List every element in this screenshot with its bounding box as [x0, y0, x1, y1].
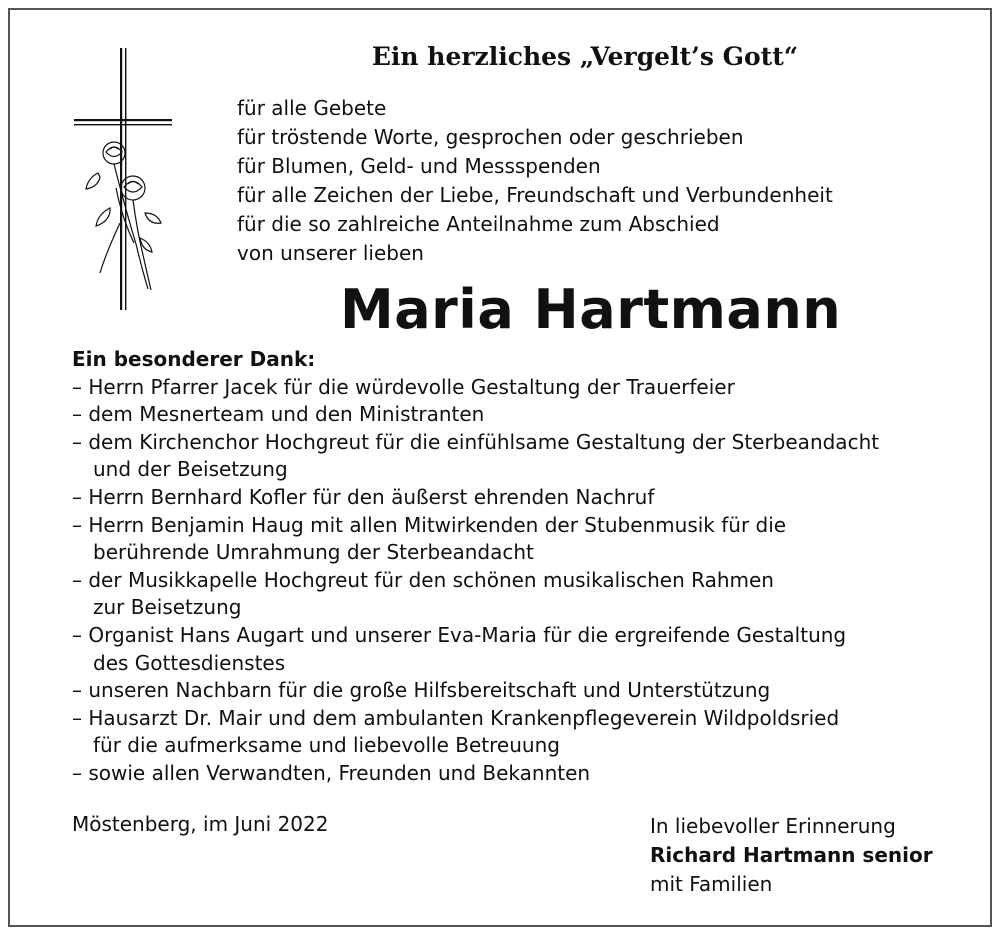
- intro-line: von unserer lieben: [237, 241, 424, 265]
- signoff-name: Richard Hartmann senior: [650, 843, 933, 867]
- list-item-continuation: berührende Umrahmung der Sterbeandacht: [93, 540, 534, 565]
- list-item: [72, 705, 972, 760]
- cross-with-roses-icon: [70, 48, 180, 313]
- signoff-line: mit Familien: [650, 872, 773, 896]
- intro-line: für tröstende Worte, gesprochen oder geschrieben: [237, 125, 744, 149]
- thanks-section: [72, 346, 972, 788]
- list-item-line: – Organist Hans Augart und unserer Eva-Maria für die ergreifende Gestaltung: [72, 622, 847, 647]
- signoff-line: In liebevoller Erinnerung: [650, 814, 896, 838]
- list-item-line: – Herrn Bernhard Kofler für den äußerst ehrenden Nachruf: [72, 484, 655, 509]
- list-item-line: – sowie allen Verwandten, Freunden und Bekannten: [72, 760, 591, 785]
- list-item-continuation: des Gottesdienstes: [93, 650, 286, 675]
- signoff: [650, 812, 933, 899]
- list-item: [72, 429, 972, 484]
- list-item-line: – dem Mesnerteam und den Ministranten: [72, 402, 485, 427]
- list-item-continuation: für die aufmerksame und liebevolle Betreuung: [93, 733, 560, 758]
- list-item-line: – unseren Nachbarn für die große Hilfsbereitschaft und Unterstützung: [72, 678, 771, 703]
- list-item-line: – dem Kirchenchor Hochgreut für die einfühlsame Gestaltung der Sterbeandacht: [72, 429, 880, 454]
- intro-line: für die so zahlreiche Anteilnahme zum Abschied: [237, 212, 720, 236]
- intro-line: für alle Zeichen der Liebe, Freundschaft und Verbundenheit: [237, 183, 833, 207]
- list-item: [72, 484, 972, 512]
- intro-line: für alle Gebete: [237, 96, 387, 120]
- deceased-name: Maria Hartmann: [340, 278, 842, 341]
- list-item: [72, 567, 972, 622]
- list-item: [72, 374, 972, 402]
- list-item: [72, 622, 972, 677]
- list-item: [72, 677, 972, 705]
- list-item-continuation: und der Beisetzung: [93, 457, 288, 482]
- list-item-line: – Hausarzt Dr. Mair und dem ambulanten Krankenpflegeverein Wildpoldsried: [72, 705, 840, 730]
- list-item-line: – Herrn Pfarrer Jacek für die würdevolle Gestaltung der Trauerfeier: [72, 374, 735, 399]
- list-item: [72, 512, 972, 567]
- intro-text: [237, 94, 833, 268]
- thanks-title: Ein besonderer Dank:: [72, 347, 316, 371]
- intro-line: für Blumen, Geld- und Messspenden: [237, 154, 601, 178]
- list-item: [72, 760, 972, 788]
- list-item: [72, 401, 972, 429]
- list-item-continuation: zur Beisetzung: [93, 595, 242, 620]
- list-item-line: – Herrn Benjamin Haug mit allen Mitwirkenden der Stubenmusik für die: [72, 512, 787, 537]
- place-date: Möstenberg, im Juni 2022: [72, 812, 329, 836]
- heading: Ein herzliches „Vergelt’s Gott“: [371, 42, 799, 71]
- list-item-line: – der Musikkapelle Hochgreut für den schönen musikalischen Rahmen: [72, 567, 774, 592]
